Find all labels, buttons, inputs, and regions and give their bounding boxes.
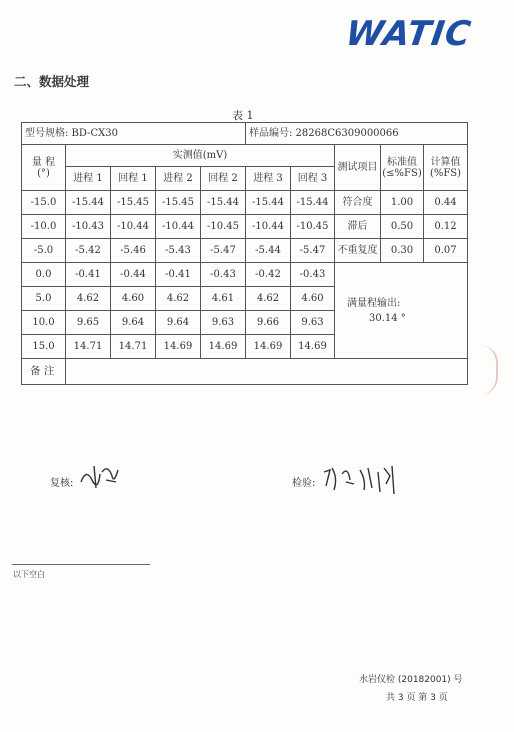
full-scale-label: 满量程输出: [347, 297, 401, 309]
value-cell: -15.45 [111, 191, 156, 215]
value-cell: -0.41 [66, 263, 111, 287]
remark-value [66, 359, 468, 385]
standard-header-label: 标准值 [387, 156, 417, 168]
stamp-edge [480, 345, 498, 395]
value-cell: 9.66 [246, 311, 291, 335]
value-cell: -5.47 [201, 239, 246, 263]
value-cell: -5.47 [291, 239, 335, 263]
value-cell: -15.44 [66, 191, 111, 215]
value-cell: 4.62 [156, 287, 201, 311]
report-number: 水岩仪检 (20182001) 号 [359, 675, 463, 685]
value-cell: -0.41 [156, 263, 201, 287]
value-cell: 4.62 [246, 287, 291, 311]
test-item-cell: 符合度 [335, 191, 381, 215]
sub-header-2: 回程 1 [111, 167, 156, 191]
divider-line [12, 564, 150, 565]
calc-header-unit: (%FS) [429, 167, 462, 179]
remark-row [22, 359, 468, 385]
sub-header-3: 进程 2 [156, 167, 201, 191]
value-cell: 4.62 [66, 287, 111, 311]
test-item-cell: 不重复度 [335, 239, 381, 263]
table-row [22, 239, 468, 263]
calc-cell: 0.44 [424, 191, 468, 215]
reviewer-signature [78, 462, 122, 492]
value-cell: -10.45 [201, 215, 246, 239]
sub-header-6: 回程 3 [291, 167, 335, 191]
value-cell: -0.42 [246, 263, 291, 287]
table-row [22, 215, 468, 239]
value-cell: -0.43 [291, 263, 335, 287]
value-cell: 9.65 [66, 311, 111, 335]
value-cell: -15.44 [246, 191, 291, 215]
data-table [21, 122, 468, 385]
range-header-unit: (°) [37, 167, 50, 179]
value-cell: 9.64 [111, 311, 156, 335]
sample-number: 样品编号: 28268C6309000066 [246, 123, 468, 145]
calc-header [424, 145, 468, 191]
value-cell: -15.45 [156, 191, 201, 215]
value-cell: 14.69 [246, 335, 291, 359]
sub-header-4: 回程 2 [201, 167, 246, 191]
measured-header: 实测值(mV) [66, 145, 335, 167]
value-cell: 14.69 [291, 335, 335, 359]
value-cell: -10.44 [246, 215, 291, 239]
value-cell: -5.42 [66, 239, 111, 263]
table-caption: 表 1 [232, 109, 254, 122]
value-cell: -5.44 [246, 239, 291, 263]
table-row [22, 191, 468, 215]
value-cell: -10.43 [66, 215, 111, 239]
value-cell: -10.44 [111, 215, 156, 239]
standard-header [381, 145, 424, 191]
value-cell: -0.44 [111, 263, 156, 287]
value-cell: 14.71 [66, 335, 111, 359]
full-scale-output-cell [335, 263, 468, 359]
sub-header-5: 进程 3 [246, 167, 291, 191]
range-cell: -5.0 [22, 239, 66, 263]
range-cell: 10.0 [22, 311, 66, 335]
range-cell: -15.0 [22, 191, 66, 215]
value-cell: 9.64 [156, 311, 201, 335]
value-cell: 4.60 [291, 287, 335, 311]
remark-label: 备 注 [22, 359, 66, 385]
range-header-label: 量 程 [31, 156, 56, 168]
range-cell: 15.0 [22, 335, 66, 359]
full-scale-value: 30.14 ° [369, 312, 406, 324]
value-cell: 14.69 [201, 335, 246, 359]
value-cell: -15.44 [291, 191, 335, 215]
range-cell: -10.0 [22, 215, 66, 239]
review-label: 复核: [50, 478, 74, 489]
range-cell: 0.0 [22, 263, 66, 287]
calc-header-label: 计算值 [430, 156, 461, 168]
value-cell: -0.43 [201, 263, 246, 287]
value-cell: -5.46 [111, 239, 156, 263]
value-cell: 14.71 [111, 335, 156, 359]
range-cell: 5.0 [22, 287, 66, 311]
company-logo: WATIC [343, 14, 474, 54]
check-label: 检验: [292, 478, 316, 489]
standard-cell: 1.00 [381, 191, 424, 215]
value-cell: 9.63 [291, 311, 335, 335]
value-cell: -15.44 [201, 191, 246, 215]
value-cell: -10.44 [156, 215, 201, 239]
value-cell: -10.45 [291, 215, 335, 239]
calc-cell: 0.07 [424, 239, 468, 263]
value-cell: 14.69 [156, 335, 201, 359]
model-spec: 型号规格: BD-CX30 [22, 123, 246, 145]
calc-cell: 0.12 [424, 215, 468, 239]
table-row [22, 263, 468, 287]
blank-note: 以下空白 [13, 570, 45, 579]
value-cell: 9.63 [201, 311, 246, 335]
section-title: 二、数据处理 [14, 74, 90, 89]
value-cell: 4.61 [201, 287, 246, 311]
value-cell: -5.43 [156, 239, 201, 263]
page-info: 共 3 页 第 3 页 [386, 693, 448, 703]
range-header [22, 145, 66, 191]
test-item-cell: 滞后 [335, 215, 381, 239]
inspector-signature [320, 462, 404, 496]
standard-cell: 0.30 [381, 239, 424, 263]
standard-cell: 0.50 [381, 215, 424, 239]
standard-header-unit: (≤%FS) [382, 167, 422, 179]
value-cell: 4.60 [111, 287, 156, 311]
sub-header-1: 进程 1 [66, 167, 111, 191]
test-item-header: 测试项目 [335, 145, 381, 191]
